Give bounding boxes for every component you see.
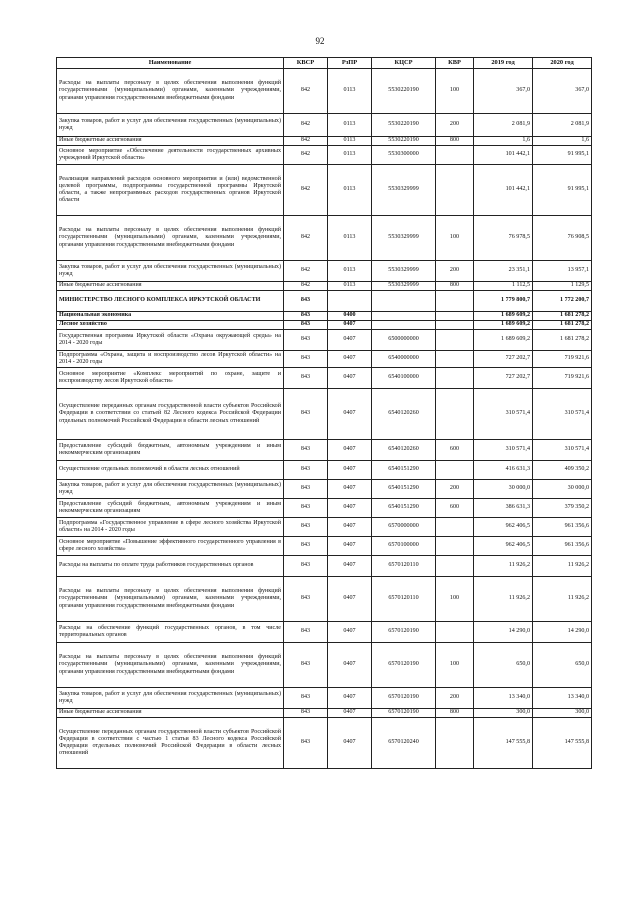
cell-2020: 14 290,0 <box>533 622 592 643</box>
cell-2020: 1 129,5 <box>533 282 592 291</box>
header-name: Наименование <box>57 58 284 69</box>
cell-2019: 11 926,2 <box>474 577 533 622</box>
cell-2019: 101 442,1 <box>474 165 533 216</box>
cell-rzpr: 0113 <box>328 69 372 114</box>
cell-kcsr: 6570120240 <box>372 718 436 769</box>
cell-kvsr: 842 <box>284 137 328 146</box>
table-row <box>57 282 592 291</box>
cell-kvsr: 843 <box>284 556 328 577</box>
cell-name: Расходы на обеспечение функций государственных органов, в том числе территориальных органов <box>57 622 284 643</box>
cell-kcsr: 6540151290 <box>372 461 436 480</box>
cell-kcsr: 6540120260 <box>372 440 436 461</box>
cell-2020: 300,0 <box>533 709 592 718</box>
cell-2019: 23 351,1 <box>474 261 533 282</box>
cell-2020: 1 681 278,2 <box>533 312 592 321</box>
header-2020: 2020 год <box>533 58 592 69</box>
table-row <box>57 461 592 480</box>
cell-rzpr: 0113 <box>328 282 372 291</box>
cell-rzpr: 0400 <box>328 312 372 321</box>
table-row <box>57 261 592 282</box>
table-row <box>57 480 592 499</box>
cell-kvsr: 843 <box>284 537 328 556</box>
header-rzpr: РзПР <box>328 58 372 69</box>
cell-rzpr: 0407 <box>328 440 372 461</box>
cell-2020: 310 571,4 <box>533 440 592 461</box>
cell-2019: 76 978,5 <box>474 216 533 261</box>
cell-kvsr: 843 <box>284 461 328 480</box>
cell-kcsr: 6570120190 <box>372 643 436 688</box>
header-row <box>57 58 592 69</box>
cell-kvr: 100 <box>436 643 474 688</box>
table-row <box>57 137 592 146</box>
cell-rzpr: 0407 <box>328 556 372 577</box>
cell-2019: 147 555,8 <box>474 718 533 769</box>
cell-name: Расходы на выплаты персоналу в целях обеспечения выполнения функций государственными (муниципальными) органами, казенными учреждениями, органами управления государственными внебюджетными фондами <box>57 577 284 622</box>
cell-2020: 650,0 <box>533 643 592 688</box>
table-row <box>57 537 592 556</box>
cell-rzpr: 0407 <box>328 643 372 688</box>
cell-rzpr: 0407 <box>328 709 372 718</box>
cell-kvr: 200 <box>436 114 474 137</box>
cell-kvr <box>436 461 474 480</box>
cell-kvsr: 843 <box>284 688 328 709</box>
cell-kcsr: 6500000000 <box>372 330 436 351</box>
cell-rzpr: 0407 <box>328 499 372 518</box>
cell-2019: 1 689 609,2 <box>474 312 533 321</box>
cell-kvr: 100 <box>436 69 474 114</box>
cell-kvsr: 843 <box>284 518 328 537</box>
cell-kvr: 100 <box>436 216 474 261</box>
cell-2019: 367,0 <box>474 69 533 114</box>
cell-2019: 650,0 <box>474 643 533 688</box>
cell-2019: 1,6 <box>474 137 533 146</box>
cell-kvr: 200 <box>436 261 474 282</box>
cell-rzpr: 0407 <box>328 537 372 556</box>
cell-2020: 719 921,6 <box>533 368 592 389</box>
cell-rzpr: 0407 <box>328 577 372 622</box>
cell-name: Расходы на выплаты по оплате труда работников государственных органов <box>57 556 284 577</box>
cell-kvr <box>436 321 474 330</box>
table-row <box>57 440 592 461</box>
cell-kvr: 800 <box>436 282 474 291</box>
cell-2020: 1 681 278,2 <box>533 321 592 330</box>
cell-kvr <box>436 291 474 312</box>
cell-2019: 310 571,4 <box>474 389 533 440</box>
cell-kcsr: 5530220190 <box>372 137 436 146</box>
cell-2019: 1 689 609,2 <box>474 321 533 330</box>
cell-kvr: 200 <box>436 480 474 499</box>
cell-kcsr <box>372 291 436 312</box>
cell-rzpr: 0113 <box>328 146 372 165</box>
cell-kvsr: 842 <box>284 69 328 114</box>
cell-kvsr: 843 <box>284 577 328 622</box>
cell-2020: 719 921,6 <box>533 351 592 368</box>
cell-rzpr: 0113 <box>328 137 372 146</box>
cell-kcsr: 6570120110 <box>372 556 436 577</box>
cell-name: Закупка товаров, работ и услуг для обеспечения государственных (муниципальных) нужд <box>57 688 284 709</box>
cell-name: Осуществление переданных органам государственной власти субъектов Российской Федерации в соответствии с частью 1 статьи 83 Лесного кодекса Российской Федерации отдельных полномочий Российской Федерации в области лесных отношений <box>57 718 284 769</box>
table-row <box>57 114 592 137</box>
cell-kcsr: 6570120110 <box>372 577 436 622</box>
cell-kvr <box>436 556 474 577</box>
cell-rzpr: 0407 <box>328 368 372 389</box>
cell-kcsr: 6570120190 <box>372 709 436 718</box>
cell-kvr: 200 <box>436 688 474 709</box>
cell-name: Осуществление отдельных полномочий в области лесных отношений <box>57 461 284 480</box>
cell-name: Подпрограмма «Охрана, защита и воспроизводство лесов Иркутской области» на 2014 - 2020 годы <box>57 351 284 368</box>
cell-rzpr: 0407 <box>328 480 372 499</box>
cell-rzpr: 0113 <box>328 165 372 216</box>
cell-2020: 367,0 <box>533 69 592 114</box>
cell-name: Государственная программа Иркутской области «Охрана окружающей среды» на 2014 - 2020 годы <box>57 330 284 351</box>
cell-2019: 13 340,0 <box>474 688 533 709</box>
table-row <box>57 688 592 709</box>
cell-2019: 416 631,3 <box>474 461 533 480</box>
cell-2020: 2 081,9 <box>533 114 592 137</box>
cell-kvr <box>436 518 474 537</box>
cell-kvsr: 843 <box>284 330 328 351</box>
table-row <box>57 351 592 368</box>
cell-kcsr: 6540151290 <box>372 480 436 499</box>
cell-2019: 1 689 609,2 <box>474 330 533 351</box>
cell-name: Закупка товаров, работ и услуг для обеспечения государственных (муниципальных) нужд <box>57 114 284 137</box>
cell-kvr: 800 <box>436 709 474 718</box>
cell-2020: 310 571,4 <box>533 389 592 440</box>
cell-2020: 13 340,0 <box>533 688 592 709</box>
cell-kvsr: 843 <box>284 718 328 769</box>
cell-kvsr: 843 <box>284 389 328 440</box>
header-kvsr: КВСР <box>284 58 328 69</box>
table-row <box>57 165 592 216</box>
cell-rzpr: 0407 <box>328 389 372 440</box>
cell-2019: 300,0 <box>474 709 533 718</box>
cell-kvr <box>436 165 474 216</box>
cell-kvsr: 842 <box>284 114 328 137</box>
cell-kvsr: 843 <box>284 709 328 718</box>
cell-rzpr: 0407 <box>328 461 372 480</box>
header-kcsr: КЦСР <box>372 58 436 69</box>
cell-kvsr: 843 <box>284 312 328 321</box>
cell-kvr <box>436 330 474 351</box>
cell-kcsr: 6570100000 <box>372 537 436 556</box>
cell-2020: 13 957,1 <box>533 261 592 282</box>
cell-kcsr: 5530329999 <box>372 261 436 282</box>
header-kvr: КВР <box>436 58 474 69</box>
cell-kcsr: 6570120190 <box>372 688 436 709</box>
cell-kcsr: 5530329999 <box>372 216 436 261</box>
cell-name: Подпрограмма «Государственное управление в сфере лесного хозяйства Иркутской области» на 2014 - 2020 годы <box>57 518 284 537</box>
cell-kcsr: 6570000000 <box>372 518 436 537</box>
cell-kvr <box>436 146 474 165</box>
cell-kvr: 100 <box>436 577 474 622</box>
cell-kvr <box>436 312 474 321</box>
cell-rzpr: 0407 <box>328 688 372 709</box>
cell-kcsr: 6540100000 <box>372 368 436 389</box>
cell-name: Иные бюджетные ассигнования <box>57 137 284 146</box>
cell-name: Основное мероприятие «Обеспечение деятельности государственных архивных учреждений Иркутской области» <box>57 146 284 165</box>
table-row <box>57 556 592 577</box>
cell-kvsr: 842 <box>284 216 328 261</box>
cell-name: Реализация направлений расходов основного мероприятия и (или) ведомственной целевой программы, подпрограммы государственной программы Иркутской области, а также непрограммных расходов государственных органов Иркутской области <box>57 165 284 216</box>
cell-name: Закупка товаров, работ и услуг для обеспечения государственных (муниципальных) нужд <box>57 480 284 499</box>
cell-kcsr: 6540151290 <box>372 499 436 518</box>
cell-kcsr: 6540120260 <box>372 389 436 440</box>
cell-kvsr: 843 <box>284 351 328 368</box>
cell-name: Расходы на выплаты персоналу в целях обеспечения выполнения функций государственными (муниципальными) органами, казенными учреждениями, органами управления государственными внебюджетными фондами <box>57 69 284 114</box>
budget-table <box>56 57 592 769</box>
cell-2019: 310 571,4 <box>474 440 533 461</box>
table-row <box>57 518 592 537</box>
table-row <box>57 368 592 389</box>
cell-kvsr: 842 <box>284 165 328 216</box>
cell-kcsr: 5530329999 <box>372 165 436 216</box>
table-row <box>57 146 592 165</box>
cell-2020: 1 681 278,2 <box>533 330 592 351</box>
cell-kvr <box>436 537 474 556</box>
cell-2019: 2 081,9 <box>474 114 533 137</box>
cell-name: Закупка товаров, работ и услуг для обеспечения государственных (муниципальных) нужд <box>57 261 284 282</box>
table-row <box>57 69 592 114</box>
cell-kcsr: 5530329999 <box>372 282 436 291</box>
cell-kvsr: 843 <box>284 321 328 330</box>
table-row <box>57 499 592 518</box>
cell-kvr: 800 <box>436 137 474 146</box>
cell-name: Основное мероприятие «Комплекс мероприятий по охране, защите и воспроизводству лесов Иркутской области» <box>57 368 284 389</box>
cell-kvsr: 843 <box>284 440 328 461</box>
cell-2020: 91 995,1 <box>533 165 592 216</box>
cell-2019: 727 202,7 <box>474 368 533 389</box>
cell-2019: 1 112,5 <box>474 282 533 291</box>
cell-2019: 962 406,5 <box>474 518 533 537</box>
cell-2020: 1 772 200,7 <box>533 291 592 312</box>
table-row <box>57 718 592 769</box>
table-row <box>57 389 592 440</box>
cell-kvr: 600 <box>436 440 474 461</box>
cell-name: Лесное хозяйство <box>57 321 284 330</box>
cell-kvsr: 843 <box>284 480 328 499</box>
cell-kvr <box>436 368 474 389</box>
cell-kvr <box>436 389 474 440</box>
cell-kvsr: 843 <box>284 368 328 389</box>
cell-2019: 1 779 800,7 <box>474 291 533 312</box>
cell-rzpr: 0407 <box>328 518 372 537</box>
cell-name: Национальная экономика <box>57 312 284 321</box>
cell-rzpr: 0407 <box>328 622 372 643</box>
cell-kcsr: 5530300000 <box>372 146 436 165</box>
cell-2020: 11 926,2 <box>533 577 592 622</box>
cell-2020: 11 926,2 <box>533 556 592 577</box>
cell-2019: 11 926,2 <box>474 556 533 577</box>
cell-kvsr: 843 <box>284 643 328 688</box>
cell-name: МИНИСТЕРСТВО ЛЕСНОГО КОМПЛЕКСА ИРКУТСКОЙ ОБЛАСТИ <box>57 291 284 312</box>
cell-2019: 14 290,0 <box>474 622 533 643</box>
cell-2020: 409 350,2 <box>533 461 592 480</box>
cell-rzpr: 0113 <box>328 261 372 282</box>
cell-kcsr <box>372 312 436 321</box>
cell-2020: 91 995,1 <box>533 146 592 165</box>
cell-2019: 101 442,1 <box>474 146 533 165</box>
cell-2020: 961 356,6 <box>533 518 592 537</box>
table-row <box>57 622 592 643</box>
cell-kvsr: 843 <box>284 622 328 643</box>
cell-name: Основное мероприятие «Повышение эффективного государственного управления в сфере лесного хозяйства» <box>57 537 284 556</box>
cell-2020: 379 350,2 <box>533 499 592 518</box>
table-row <box>57 709 592 718</box>
table-row <box>57 643 592 688</box>
cell-rzpr: 0407 <box>328 321 372 330</box>
cell-rzpr: 0407 <box>328 351 372 368</box>
cell-kcsr: 5530220190 <box>372 69 436 114</box>
cell-name: Расходы на выплаты персоналу в целях обеспечения выполнения функций государственными (муниципальными) органами, казенными учреждениями, органами управления государственными внебюджетными фондами <box>57 216 284 261</box>
cell-kcsr: 5530220190 <box>372 114 436 137</box>
table-row <box>57 321 592 330</box>
cell-rzpr: 0407 <box>328 718 372 769</box>
cell-kcsr: 6540000000 <box>372 351 436 368</box>
cell-2020: 76 908,5 <box>533 216 592 261</box>
cell-2020: 1,6 <box>533 137 592 146</box>
cell-rzpr: 0113 <box>328 216 372 261</box>
cell-rzpr: 0113 <box>328 114 372 137</box>
cell-name: Предоставление субсидий бюджетным, автономным учреждениям и иным некоммерческим организациям <box>57 499 284 518</box>
cell-name: Иные бюджетные ассигнования <box>57 282 284 291</box>
cell-rzpr <box>328 291 372 312</box>
table-row <box>57 577 592 622</box>
cell-kvr <box>436 622 474 643</box>
cell-kcsr <box>372 321 436 330</box>
cell-name: Предоставление субсидий бюджетным, автономным учреждениям и иным некоммерческим организациям <box>57 440 284 461</box>
table-body <box>57 69 592 769</box>
cell-2020: 147 555,8 <box>533 718 592 769</box>
cell-kvsr: 842 <box>284 146 328 165</box>
cell-kcsr: 6570120190 <box>372 622 436 643</box>
page-number: 92 <box>315 36 325 46</box>
cell-kvr <box>436 351 474 368</box>
cell-kvr <box>436 718 474 769</box>
cell-kvsr: 842 <box>284 261 328 282</box>
cell-2019: 727 202,7 <box>474 351 533 368</box>
cell-2019: 386 631,3 <box>474 499 533 518</box>
cell-2020: 30 000,0 <box>533 480 592 499</box>
cell-name: Осуществление переданных органам государственной власти субъектов Российской Федерации в соответствии со статьей 82 Лесного кодекса Российской Федерации отдельных полномочий Российской Федерации в области лесных отношений <box>57 389 284 440</box>
cell-2020: 961 356,6 <box>533 537 592 556</box>
cell-2019: 962 406,5 <box>474 537 533 556</box>
cell-rzpr: 0407 <box>328 330 372 351</box>
table-row <box>57 330 592 351</box>
cell-name: Расходы на выплаты персоналу в целях обеспечения выполнения функций государственными (муниципальными) органами, казенными учреждениями, органами управления государственными внебюджетными фондами <box>57 643 284 688</box>
table-row <box>57 291 592 312</box>
cell-kvsr: 843 <box>284 291 328 312</box>
cell-name: Иные бюджетные ассигнования <box>57 709 284 718</box>
cell-2019: 30 000,0 <box>474 480 533 499</box>
cell-kvr: 600 <box>436 499 474 518</box>
header-2019: 2019 год <box>474 58 533 69</box>
table-row <box>57 312 592 321</box>
cell-kvsr: 842 <box>284 282 328 291</box>
table-row <box>57 216 592 261</box>
cell-kvsr: 843 <box>284 499 328 518</box>
